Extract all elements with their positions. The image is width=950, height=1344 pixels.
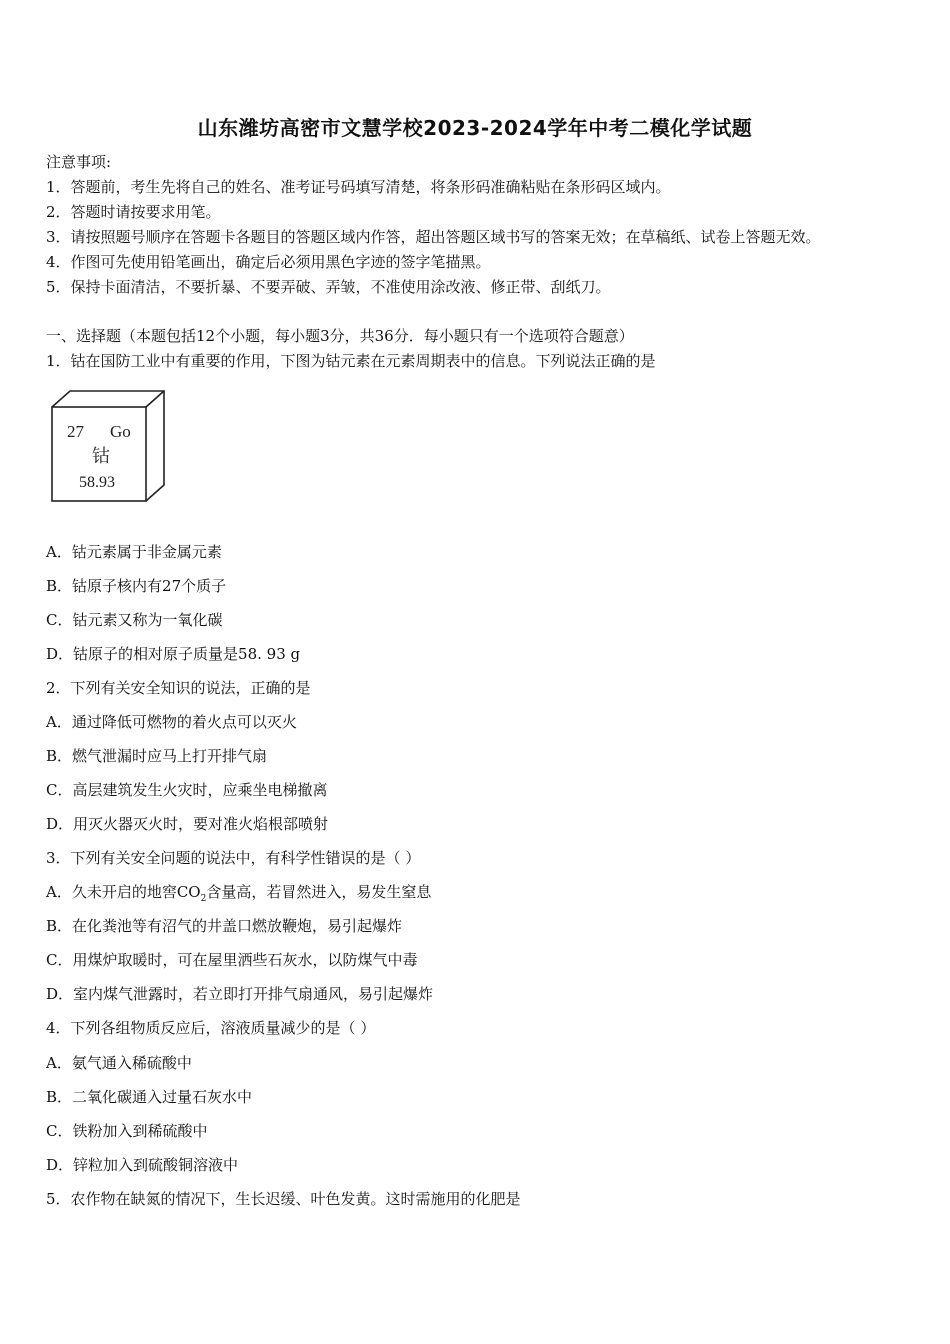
question-4-option-a: A．氨气通入稀硫酸中 <box>46 1054 192 1072</box>
notice-item: 5．保持卡面清洁，不要折暴、不要弄破、弄皱，不准使用涂改液、修正带、刮纸刀。 <box>46 278 611 296</box>
question-4-option-c: C．铁粉加入到稀硫酸中 <box>46 1122 208 1140</box>
question-2-option-d: D．用灭火器灭火时，要对准火焰根部喷射 <box>46 815 329 833</box>
question-3-option-d: D．室内煤气泄露时，若立即打开排气扇通风，易引起爆炸 <box>46 985 434 1003</box>
question-2-option-b: B．燃气泄漏时应马上打开排气扇 <box>46 747 268 765</box>
question-1-option-d: D．钴原子的相对原子质量是58. 93 g <box>46 645 301 663</box>
atomic-number: 27 <box>67 422 84 441</box>
question-4-stem: 4．下列各组物质反应后，溶液质量减少的是（ ） <box>46 1019 376 1037</box>
question-2-option-c: C．高层建筑发生火灾时，应乘坐电梯撤离 <box>46 781 328 799</box>
question-5-stem: 5．农作物在缺氮的情况下，生长迟缓、叶色发黄。这时需施用的化肥是 <box>46 1190 521 1208</box>
question-1-option-c: C．钴元素又称为一氧化碳 <box>46 611 223 629</box>
question-1-option-a: A．钴元素属于非金属元素 <box>46 543 222 561</box>
element-symbol: Go <box>110 422 131 441</box>
question-2-option-a: A．通过降低可燃物的着火点可以灭火 <box>46 713 297 731</box>
notice-item: 3．请按照题号顺序在答题卡各题目的答题区域内作答，超出答题区域书写的答案无效；在草稿纸、试卷上答题无效。 <box>46 228 821 246</box>
question-4-option-d: D．锌粒加入到硫酸铜溶液中 <box>46 1156 239 1174</box>
page-title: 山东潍坊高密市文慧学校2023-2024学年中考二模化学试题 <box>197 116 753 140</box>
question-1-option-b: B．钴原子核内有27个质子 <box>46 577 227 595</box>
question-3-option-c: C．用煤炉取暖时，可在屋里洒些石灰水，以防煤气中毒 <box>46 951 418 969</box>
notice-item: 4．作图可先使用铅笔画出，确定后必须用黑色字迹的签字笔描黑。 <box>46 253 491 271</box>
question-3-option-a <box>46 880 431 904</box>
question-2-stem: 2．下列有关安全知识的说法，正确的是 <box>46 679 311 697</box>
question-3-stem: 3．下列有关安全问题的说法中，有科学性错误的是（ ） <box>46 849 421 867</box>
subscript-2: 2 <box>200 894 207 904</box>
question-1-stem: 1．钴在国防工业中有重要的作用，下图为钴元素在元素周期表中的信息。下列说法正确的是 <box>46 352 656 370</box>
question-4-option-b: B．二氧化碳通入过量石灰水中 <box>46 1088 253 1106</box>
question-3-option-b: B．在化粪池等有沼气的井盖口燃放鞭炮，易引起爆炸 <box>46 917 403 935</box>
notice-item: 1．答题前，考生先将自己的姓名、准考证号码填写清楚，将条形码准确粘贴在条形码区域内。 <box>46 178 671 196</box>
atomic-mass: 58.93 <box>79 474 115 491</box>
element-cell-figure <box>50 389 168 503</box>
section-heading: 一、选择题（本题包括12个小题，每小题3分，共36分．每小题只有一个选项符合题意） <box>46 327 634 345</box>
notice-heading: 注意事项: <box>46 153 112 171</box>
question-3-option-a-suffix: 含量高，若冒然进入，易发生窒息 <box>206 883 432 901</box>
element-name: 钴 <box>92 446 110 467</box>
question-3-option-a-prefix: A．久未开启的地窖CO <box>46 883 201 901</box>
notice-item: 2．答题时请按要求用笔。 <box>46 203 221 221</box>
notice-block <box>46 150 821 300</box>
